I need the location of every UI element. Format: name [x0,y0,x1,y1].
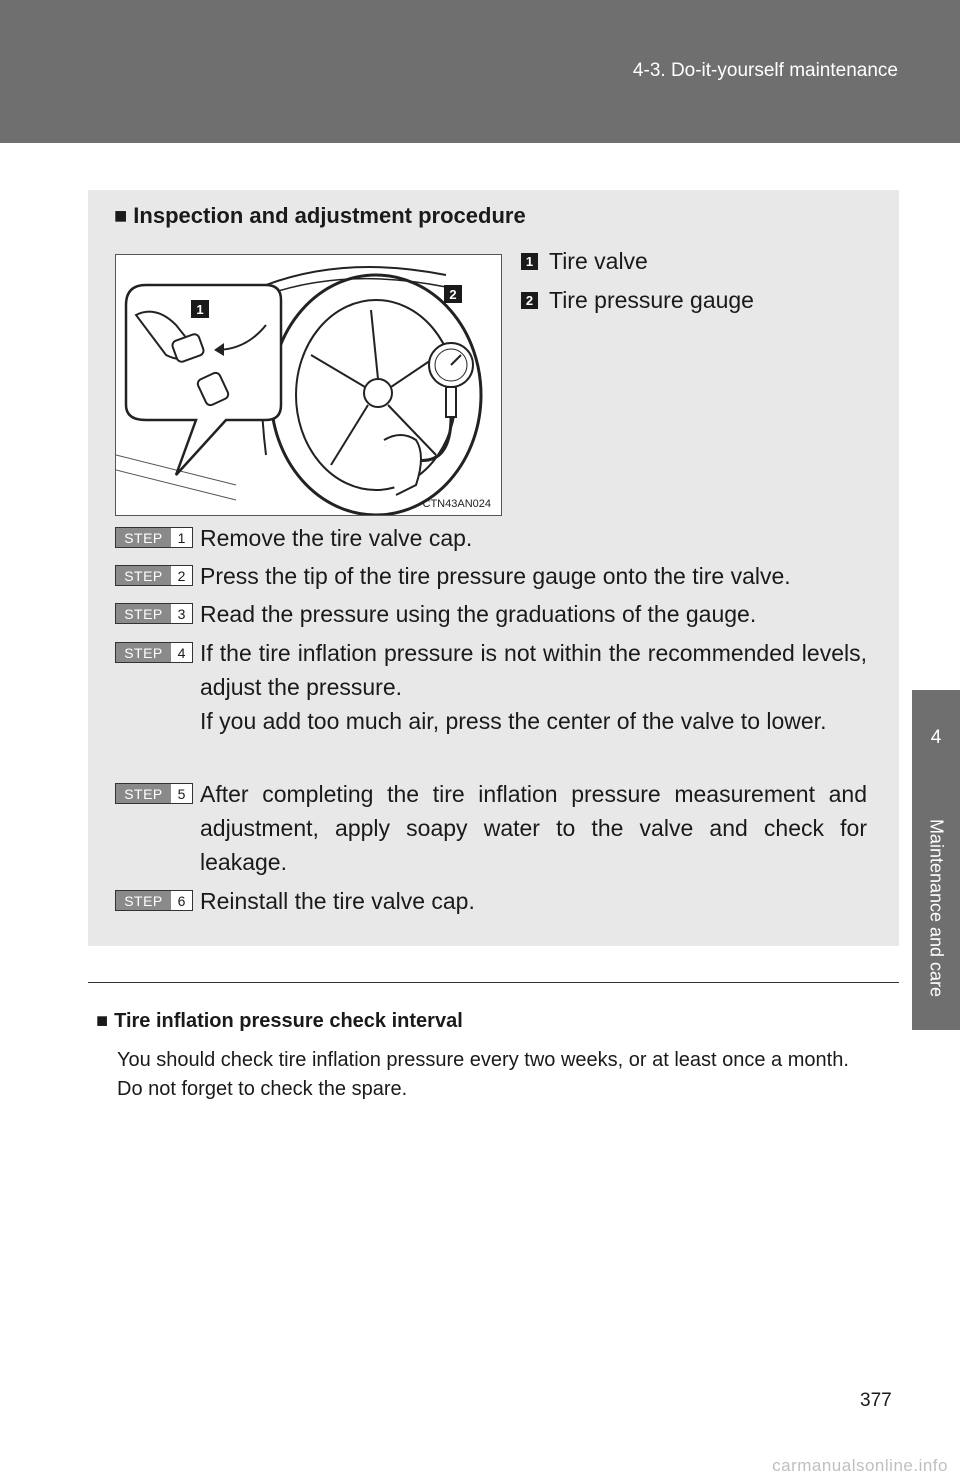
section-divider [88,982,899,983]
step-line: Remove the tire valve cap. [200,525,473,551]
step-number: 4 [177,644,186,661]
step-word: STEP [116,528,171,547]
step-line: Reinstall the tire valve cap. [200,888,475,914]
procedure-heading-text: Inspection and adjustment procedure [133,203,526,228]
step-1 [115,521,867,555]
step-text [200,777,867,879]
step-number: 5 [177,785,186,802]
chapter-label-text: Maintenance and care [926,818,947,997]
step-word: STEP [116,566,171,585]
step-6 [115,884,867,918]
step-text [200,597,867,631]
step-text [200,636,867,738]
step-line: If you add too much air, press the center of the valve to lower. [200,708,827,734]
legend-number-2: 2 [521,292,538,309]
step-text [200,521,867,555]
step-number: 3 [177,605,186,622]
chapter-tab-label [912,785,960,1030]
step-line: After completing the tire inflation pressure measurement and adjustment, apply soapy water to the valve and check for leakage. [200,781,867,875]
procedure-heading [114,203,526,229]
step-text [200,559,867,593]
step-line: Read the pressure using the graduations of the gauge. [200,601,757,627]
step-line: Press the tip of the tire pressure gauge onto the tire valve. [200,563,791,589]
step-text [200,884,867,918]
step-4 [115,636,867,738]
legend-item-tire-valve [521,248,648,275]
illustration-code: CTN43AN024 [422,498,491,510]
step-word: STEP [116,643,171,662]
step-word: STEP [116,784,171,803]
step-number: 2 [177,567,186,584]
step-number: 1 [177,529,186,546]
step-number: 6 [177,892,186,909]
watermark: carmanualsonline.info [772,1456,948,1475]
note-heading-text: Tire inflation pressure check interval [114,1010,463,1032]
square-bullet-icon: ■ [114,203,128,228]
step-line: If the tire inflation pressure is not within the recommended levels, adjust the pressure. [200,640,867,700]
tire-illustration [115,254,502,516]
tire-valve-gauge-illustration [116,255,501,515]
step-badge [115,890,193,911]
step-badge [115,783,193,804]
legend-item-pressure-gauge [521,287,754,314]
callout-marker-1: 1 [196,302,204,317]
step-5 [115,777,867,879]
note-paragraph: You should check tire inflation pressure every two weeks, or at least once a month. [117,1049,849,1071]
step-badge [115,642,193,663]
note-heading [96,1010,463,1033]
note-body [117,1046,889,1104]
step-3 [115,597,867,631]
legend-label-1: Tire valve [549,248,648,274]
step-badge [115,565,193,586]
step-badge [115,527,193,548]
legend-number-1: 1 [521,253,538,270]
page-number: 377 [860,1390,892,1411]
callout-marker-2: 2 [449,287,457,302]
step-word: STEP [116,604,171,623]
section-title: 4-3. Do-it-yourself maintenance [632,60,898,81]
page-header [0,0,960,143]
legend-label-2: Tire pressure gauge [549,287,754,313]
square-bullet-icon: ■ [96,1010,109,1032]
note-paragraph: Do not forget to check the spare. [117,1078,408,1100]
step-2 [115,559,867,593]
step-badge [115,603,193,624]
step-word: STEP [116,891,171,910]
chapter-tab-number: 4 [912,690,960,785]
